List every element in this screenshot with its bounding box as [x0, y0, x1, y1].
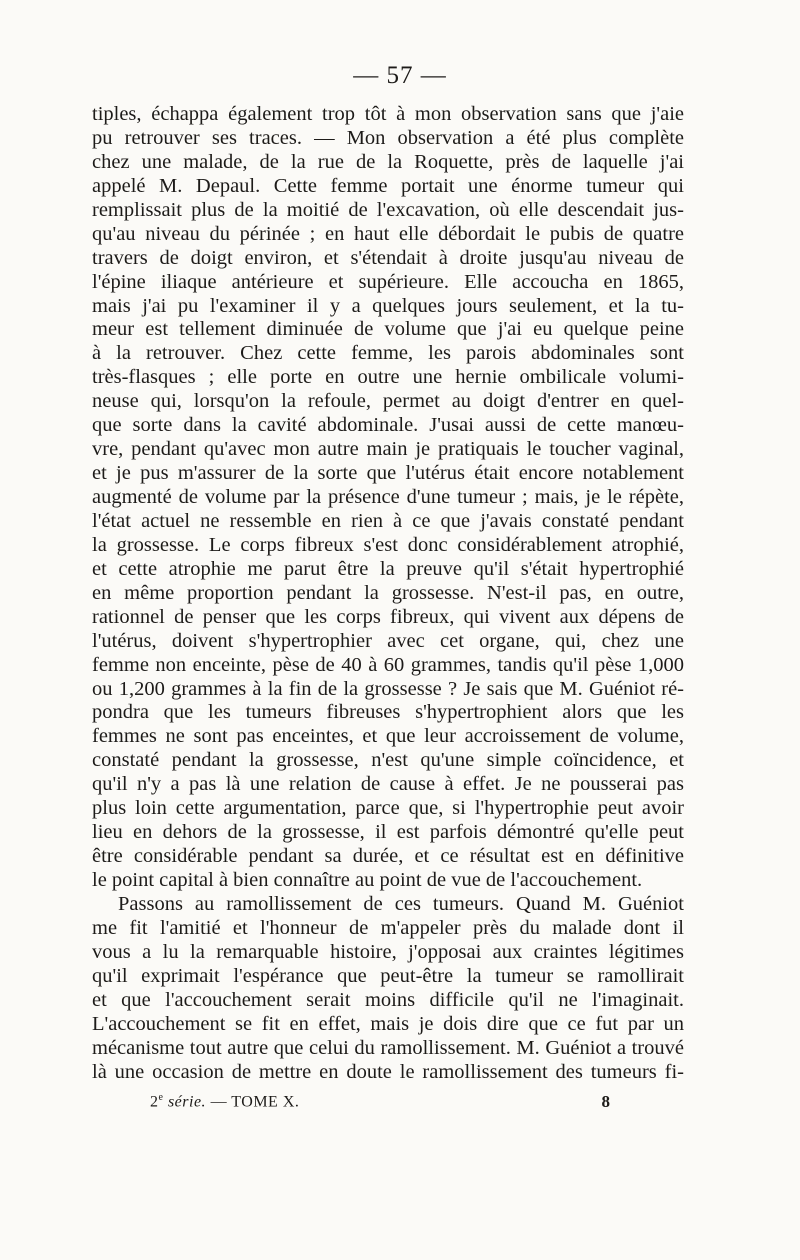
text-line: lieu en dehors de la grossesse, il est parfois démontré qu'elle peut	[92, 821, 684, 844]
text-line: L'accouchement se fit en effet, mais je dois dire que ce fut par un	[92, 1012, 684, 1035]
text-line: très-flasques ; elle porte en outre une hernie ombilicale volumi-	[92, 366, 684, 389]
text-line: pu retrouver ses traces. — Mon observation a été plus complète	[92, 126, 684, 149]
text-line: la grossesse. Le corps fibreux s'est donc considérablement atrophié,	[92, 533, 684, 556]
text-line: que sorte dans la cavité abdominale. J'usai aussi de cette manœu-	[92, 414, 684, 437]
text-line: l'état actuel ne ressemble en rien à ce que j'avais constaté pendant	[92, 509, 684, 532]
text-line: chez une malade, de la rue de la Roquette, près de laquelle j'ai	[92, 150, 684, 173]
series-word: série.	[167, 1093, 207, 1111]
text-line: mécanisme tout autre que celui du ramollissement. M. Guéniot a trouvé	[92, 1036, 684, 1059]
text-line: vous a lu la remarquable histoire, j'opposai aux craintes légitimes	[92, 940, 684, 963]
sheet-number: 8	[601, 1092, 610, 1111]
text-line: constaté pendant la grossesse, n'est qu'une simple coïncidence, et	[92, 749, 684, 772]
series-suffix: e	[158, 1092, 164, 1103]
text-line: appelé M. Depaul. Cette femme portait une énorme tumeur qui	[92, 174, 684, 197]
text-line: femme non enceinte, pèse de 40 à 60 grammes, tandis qu'il pèse 1,000	[92, 653, 684, 676]
text-line: tiples, échappa également trop tôt à mon observation sans que j'aie	[92, 103, 684, 125]
text-line: plus loin cette argumentation, parce que, si l'hypertrophie peut avoir	[92, 797, 684, 820]
text-line: Passons au ramollissement de ces tumeurs. Quand M. Guéniot	[118, 892, 684, 915]
text-line: me fit l'amitié et l'honneur de m'appeler près du malade dont il	[92, 916, 684, 939]
text-line: ou 1,200 grammes à la fin de la grossesse ? Je sais que M. Guéniot ré-	[92, 677, 684, 700]
text-line: et cette atrophie me parut être la preuve qu'il s'était hypertrophié	[92, 557, 684, 580]
text-line: être considérable pendant sa durée, et ce résultat est en définitive	[92, 845, 684, 868]
text-line: en même proportion pendant la grossesse. N'est-il pas, en outre,	[92, 581, 684, 604]
text-line: augmenté de volume par la présence d'une tumeur ; mais, je le répète,	[92, 486, 684, 508]
text-line: femmes ne sont pas enceintes, et que leur accroissement de volume,	[92, 725, 684, 748]
text-line: et je pus m'assurer de la sorte que l'utérus était encore notablement	[92, 462, 684, 485]
page-number: — 57 —	[353, 62, 447, 89]
text-line: le point capital à bien connaître au point de vue de l'accouchement.	[92, 869, 643, 891]
body-text	[92, 103, 684, 1084]
text-line: et que l'accouchement serait moins difficile qu'il ne l'imaginait.	[92, 988, 684, 1011]
tome-label: — TOME X.	[210, 1093, 300, 1111]
text-line: remplissait plus de la moitié de l'excavation, où elle descendait jus-	[92, 198, 684, 221]
text-line: pondra que les tumeurs fibreuses s'hypertrophient alors que les	[92, 701, 684, 724]
text-line: qu'il n'y a pas là une relation de cause à effet. Je ne pousserai pas	[92, 773, 684, 796]
text-line: l'épine iliaque antérieure et supérieure. Elle accoucha en 1865,	[92, 270, 684, 293]
text-line: l'utérus, doivent s'hypertrophier avec cet organe, qui, chez une	[92, 629, 684, 652]
series-number: 2	[150, 1093, 159, 1111]
text-line: à la retrouver. Chez cette femme, les parois abdominales sont	[92, 342, 684, 365]
text-line: meur est tellement diminuée de volume que j'ai eu quelque peine	[92, 318, 684, 341]
text-line: qu'au niveau du périnée ; en haut elle débordait le pubis de quatre	[92, 222, 684, 245]
text-line: neuse qui, lorsqu'on la refoule, permet au doigt d'entrer en quel-	[92, 390, 684, 413]
text-line: là une occasion de mettre en doute le ramollissement des tumeurs fi-	[92, 1060, 684, 1083]
text-line: vre, pendant qu'avec mon autre main je pratiquais le toucher vaginal,	[92, 438, 684, 461]
text-line: mais j'ai pu l'examiner il y a quelques jours seulement, et la tu-	[92, 294, 684, 317]
series-signature	[150, 1092, 299, 1111]
text-line: qu'il exprimait l'espérance que peut-être la tumeur se ramollirait	[92, 964, 684, 987]
text-line: rationnel de penser que les corps fibreux, qui vivent aux dépens de	[92, 605, 684, 628]
text-line: travers de doigt environ, et s'étendait à droite jusqu'au niveau de	[92, 246, 684, 269]
